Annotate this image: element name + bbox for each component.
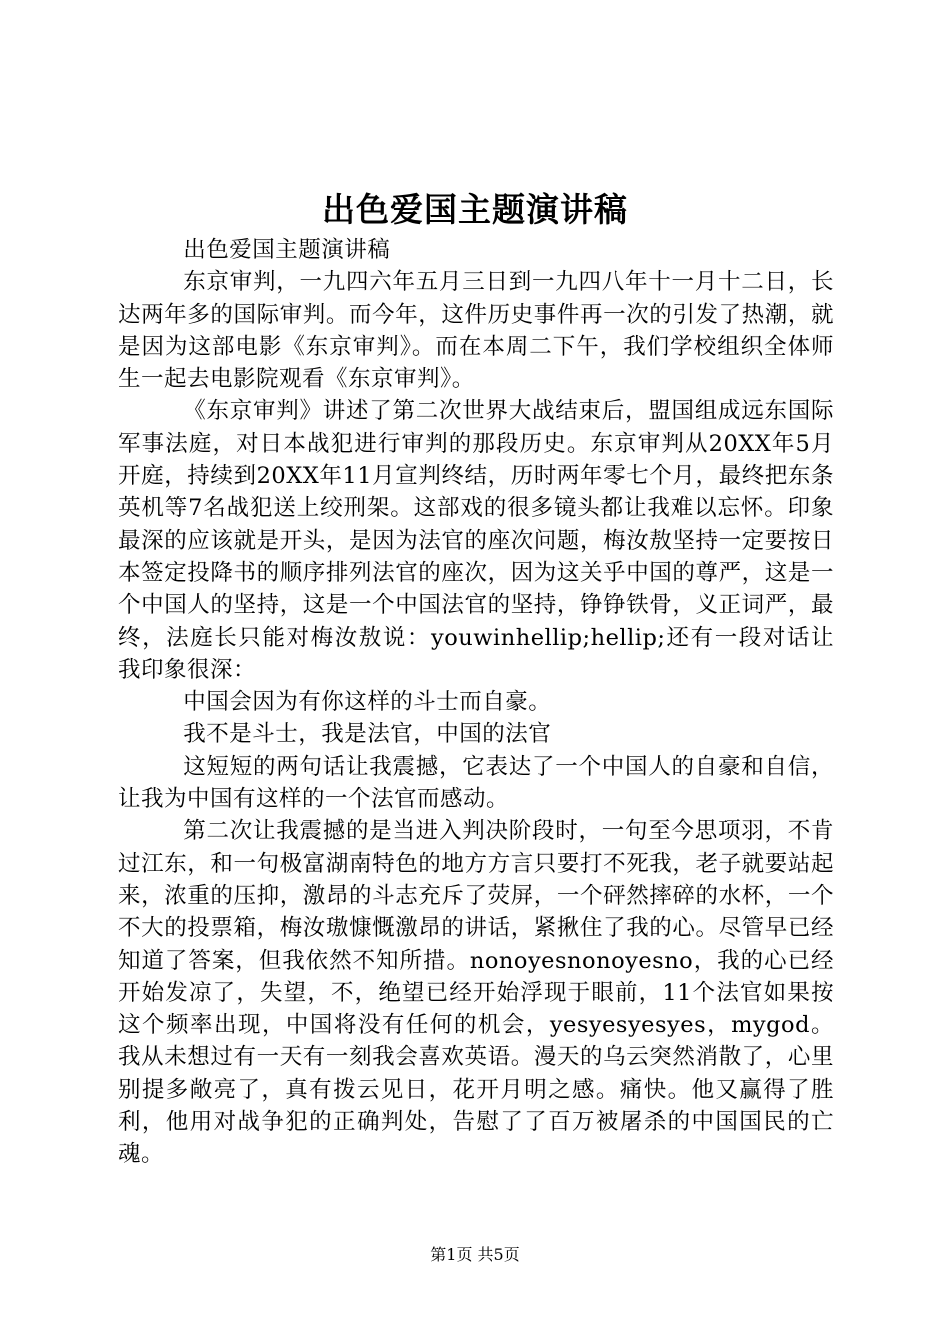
document-body — [118, 234, 834, 1171]
page-footer: 第1页 共5页 — [430, 1245, 520, 1264]
paragraph: 《东京审判》讲述了第二次世界大战结束后，盟国组成远东国际军事法庭，对日本战犯进行审判的那段历史。东京审判从20XX年5月开庭，持续到20XX年11月宣判终结，历时两年零七个月，最终把东条英机等7名战犯送上绞刑架。这部戏的很多镜头都让我难以忘怀。印象最深的应该就是开头，是因为法官的座次问题，梅汝敖坚持一定要按日本签定投降书的顺序排列法官的座次，因为这关乎中国的尊严，这是一个中国人的坚持，这是一个中国法官的坚持，铮铮铁骨，义正词严，最终，法庭长只能对梅汝敖说：youwinhellip;hellip;还有一段对话让我印象很深： — [118, 398, 834, 683]
document-title: 出色爱国主题演讲稿 — [322, 190, 628, 229]
paragraph: 东京审判，一九四六年五月三日到一九四八年十一月十二日，长达两年多的国际审判。而今年，这件历史事件再一次的引发了热潮，就是因为这部电影《东京审判》。而在本周二下午，我们学校组织全体师生一起去电影院观看《东京审判》。 — [118, 269, 834, 393]
paragraph: 第二次让我震撼的是当进入判决阶段时，一句至今思项羽，不肯过江东，和一句极富湖南特色的地方方言只要打不死我，老子就要站起来，浓重的压抑，激昂的斗志充斥了荧屏，一个砰然摔碎的水杯，一个不大的投票箱，梅汝璈慷慨激昂的讲话，紧揪住了我的心。尽管早已经知道了答案，但我依然不知所措。nonoyesnonoyesno，我的心已经开始发凉了，失望，不，绝望已经开始浮现于眼前，11个法官如果按这个频率出现，中国将没有任何的机会，yesyesyesyes，mygod。我从未想过有一天有一刻我会喜欢英语。漫天的乌云突然消散了，心里别提多敞亮了，真有拨云见日，花开月明之感。痛快。他又赢得了胜利，他用对战争犯的正确判处，告慰了了百万被屠杀的中国国民的亡魂。 — [118, 818, 834, 1168]
paragraph: 我不是斗士，我是法官，中国的法官 — [183, 721, 552, 748]
paragraph: 这短短的两句话让我震撼，它表达了一个中国人的自豪和自信，让我为中国有这样的一个法官而感动。 — [118, 753, 834, 813]
paragraph-subtitle: 出色爱国主题演讲稿 — [183, 237, 391, 263]
paragraph: 中国会因为有你这样的斗士而自豪。 — [183, 689, 552, 716]
